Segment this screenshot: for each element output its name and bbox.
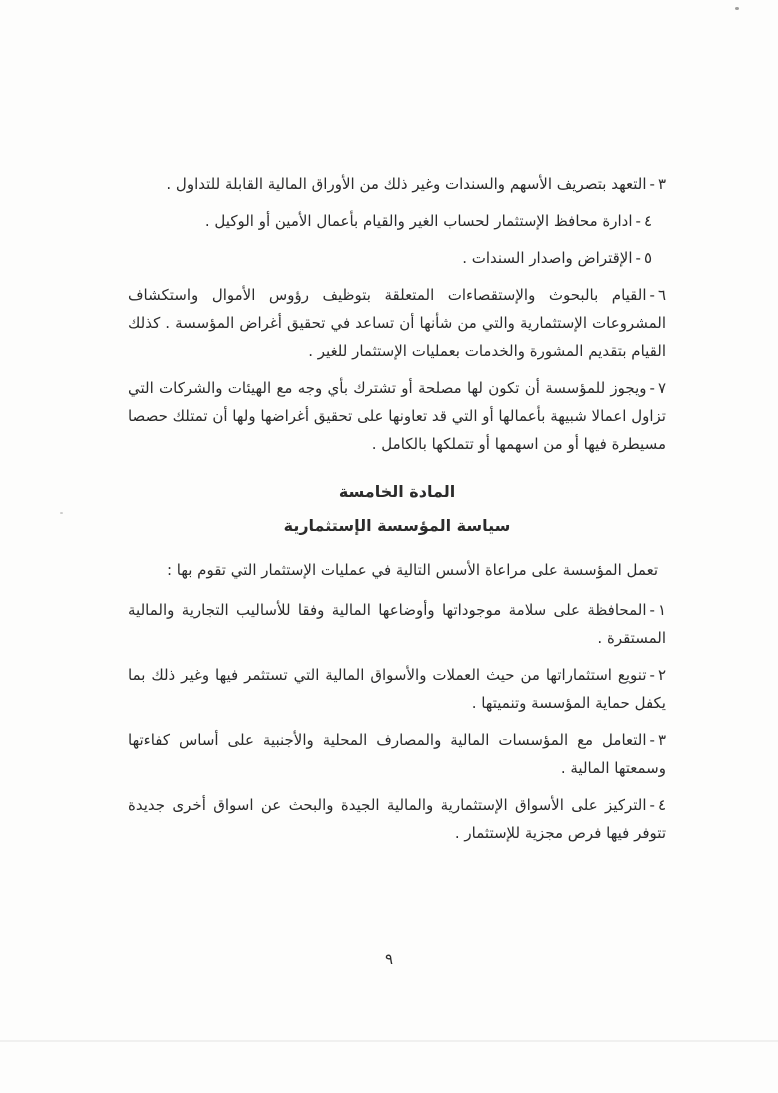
item-dash: - [649,666,655,684]
item-number: ٣ [657,175,666,193]
page-content [128,170,666,856]
item-text: الإقتراض واصدار السندات . [462,249,633,267]
item-dash: - [649,175,655,193]
item-number: ٤ [643,212,652,230]
scan-artifact [0,1040,778,1042]
item-number: ٤ [657,796,666,814]
item-number: ٥ [643,249,652,267]
item-dash: - [635,212,641,230]
item-text: المحافظة على سلامة موجوداتها وأوضاعها المالية وفقا للأساليب التجارية والمالية المستقرة . [128,601,666,647]
item-text: القيام بالبحوث والإستقصاءات المتعلقة بتوظيف رؤوس الأموال واستكشاف المشروعات الإستثمارية والتي من شأنها أن تساعد في تحقيق أغراض المؤسسة . كذلك القيام بتقديم المشورة والخدمات بعمليات الإستثمار للغير . [128,286,666,360]
list-item [128,170,666,198]
item-text: التعامل مع المؤسسات المالية والمصارف المحلية والأجنبية على أساس كفاءتها وسمعتها المالية . [128,731,666,777]
intro-paragraph: تعمل المؤسسة على مراعاة الأسس التالية في عمليات الإستثمار التي تقوم بها : [166,561,658,579]
item-dash: - [649,796,655,814]
list-item [128,661,666,717]
list-item [128,596,666,652]
list-item [128,374,666,458]
list-item [128,726,666,782]
item-text: التركيز على الأسواق الإستثمارية والمالية الجيدة والبحث عن اسواق أخرى جديدة تتوفر فيها فرص مجزية للإستثمار . [128,796,666,842]
item-dash: - [635,249,641,267]
item-dash: - [649,601,655,619]
item-number: ٢ [657,666,666,684]
item-dash: - [649,731,655,749]
item-text: تنويع استثماراتها من حيث العملات والأسواق المالية التي تستثمر فيها وغير ذلك بما يكفل حماية المؤسسة وتنميتها . [128,666,666,712]
article-subheading: سياسة المؤسسة الإستثمارية [283,516,511,535]
list-item [128,281,666,365]
item-number: ١ [657,601,666,619]
article-heading: المادة الخامسة [338,482,456,501]
list-item [128,244,666,272]
list-item [128,207,666,235]
item-number: ٧ [657,379,666,397]
item-dash: - [649,286,655,304]
item-number: ٣ [657,731,666,749]
powers-list [128,170,666,458]
scan-artifact [735,7,739,10]
scan-artifact [60,512,63,514]
item-number: ٦ [657,286,666,304]
policy-list [128,596,666,847]
page-number: ٩ [384,950,394,968]
item-text: التعهد بتصريف الأسهم والسندات وغير ذلك من الأوراق المالية القابلة للتداول . [166,175,647,193]
item-text: ادارة محافظ الإستثمار لحساب الغير والقيام بأعمال الأمين أو الوكيل . [204,212,633,230]
list-item [128,791,666,847]
item-text: ويجوز للمؤسسة أن تكون لها مصلحة أو تشترك بأي وجه مع الهيئات والشركات التي تزاول اعمالا شبيهة بأعمالها أو التي قد تعاونها على تحقيق أغراضها ولها أن تمتلك حصصا مسيطرة فيها أو من اسهمها أو تتملكها بالكامل . [127,379,666,453]
item-dash: - [649,379,655,397]
